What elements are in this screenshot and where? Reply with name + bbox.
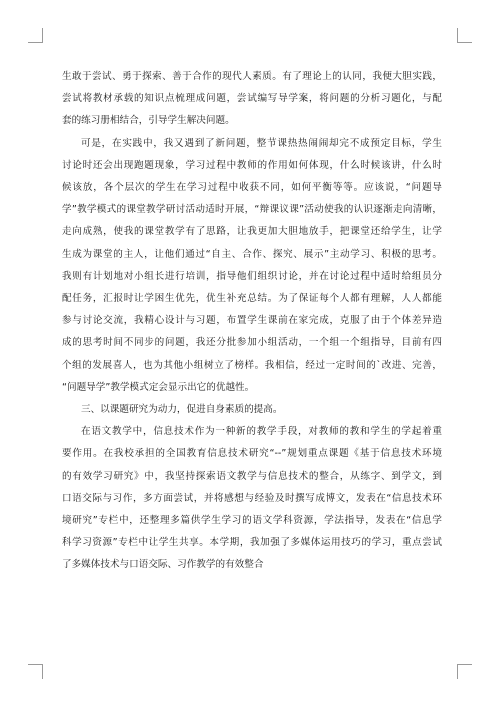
text-line: 要作用。在我校承担的全国教育信息技术研究“--”规划重点课题《基于信息技术环境 xyxy=(62,448,442,460)
text-line: 配任务，汇报时让学困生优先，优生补充总结。为了保证每个人都有理解，人人都能 xyxy=(62,293,442,305)
text-line: 口语交际与习作，多方面尝试，并将感想与经验及时撰写成博文，发表在“信息技术环 xyxy=(62,492,442,504)
heading-text: 三、以课题研究为动力，促进自身素质的提高。 xyxy=(81,404,283,416)
text-line: 成的思考时间不同步的问题，我还分批参加小组活动，一个组一个组指导，目前有四 xyxy=(62,337,442,349)
text-line: 了多媒体技术与口语交际、习作教学的有效整合 xyxy=(62,559,264,571)
text-line: 套的练习册相结合，引导学生解决问题。 xyxy=(62,115,235,127)
text-line: 个组的发展喜人，也为其他小组树立了榜样。我相信，经过一定时间的`改进、完善， xyxy=(62,359,442,371)
text-line: 尝试将教材承载的知识点梳理成问题，尝试编写导学案，将问题的分析习题化，与配 xyxy=(62,93,442,105)
text-line: 参与讨论交流，我精心设计与习题，布置学生课前在家完成，克服了由于个体差异造 xyxy=(62,315,442,327)
crop-mark-top-right xyxy=(457,28,472,43)
crop-mark-bottom-right xyxy=(457,664,472,679)
text-line: 我则有计划地对小组长进行培训，指导他们组织讨论，并在讨论过程中适时给组员分 xyxy=(62,270,442,282)
paragraph-3 xyxy=(62,421,442,576)
text-line: 境研究”专栏中，还整理多篇供学生学习的语文学科资源，学法指导，发表在“信息学 xyxy=(62,515,442,527)
text-line: 在语文教学中，信息技术作为一种新的教学手段，对教师的教和学生的学起着重 xyxy=(81,426,442,438)
text-line: 可是，在实践中，我又遇到了新问题，整节课热热闹闹却完不成预定目标，学生 xyxy=(81,137,442,149)
section-heading xyxy=(62,399,442,421)
paragraph-1 xyxy=(62,66,442,133)
text-line: 走向成熟，使我的课堂教学有了思路，让我更加大胆地放手，把课堂还给学生，让学 xyxy=(62,226,442,238)
text-line: 的有效学习研究》中，我坚持探索语文教学与信息技术的整合，从练字、到学文，到 xyxy=(62,470,442,482)
document-body xyxy=(62,66,442,577)
text-line: 讨论时还会出现跑题现象，学习过程中教师的作用如何体现，什么时候该讲，什么时 xyxy=(62,159,442,171)
text-line: 学”教学模式的课堂教学研讨活动适时开展，“辩课议课”活动使我的认识逐渐走向清晰， xyxy=(62,204,442,216)
paragraph-2 xyxy=(62,133,442,399)
crop-mark-bottom-left xyxy=(28,664,43,679)
text-line: 生成为课堂的主人，让他们通过“自主、合作、探究、展示”主动学习、积极的思考。 xyxy=(62,248,442,260)
text-line: 生敢于尝试、勇于探索、善于合作的现代人素质。有了理论上的认同，我便大胆实践， xyxy=(62,71,442,82)
crop-mark-top-left xyxy=(28,28,43,43)
text-line: 科学习资源”专栏中让学生共享。本学期，我加强了多媒体运用技巧的学习，重点尝试 xyxy=(62,537,442,549)
text-line: 候该放，各个层次的学生在学习过程中收获不同，如何平衡等等。应该说，“问题导 xyxy=(62,182,442,194)
text-line: “问题导学”教学模式定会显示出它的优越性。 xyxy=(62,381,255,393)
